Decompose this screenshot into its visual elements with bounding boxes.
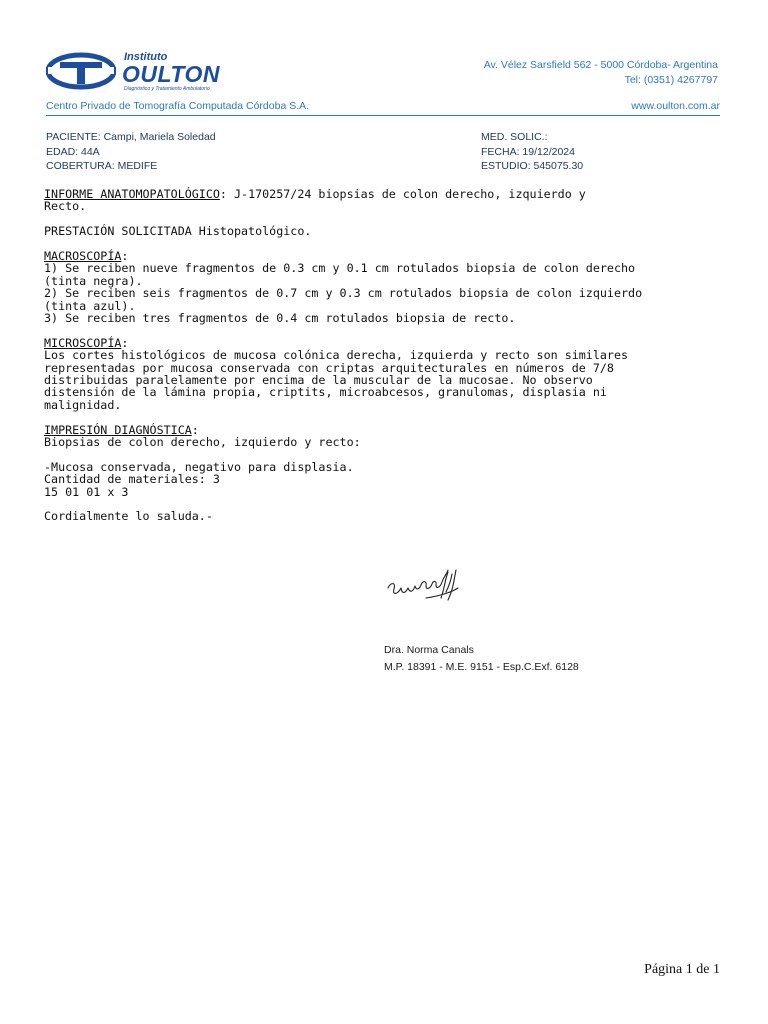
result-line: 15 01 01 x 3: [44, 484, 129, 499]
handwritten-signature: [378, 552, 488, 622]
header-divider: [46, 115, 720, 116]
study-info: [481, 130, 583, 174]
microscopy-heading: MICROSCOPÍA:: [44, 335, 129, 350]
macroscopy-line: 1) Se reciben nueve fragmentos de 0.3 cm y 0.1 cm rotulados biopsia de colon derecho: [44, 261, 636, 276]
result-line: -Mucosa conservada, negativo para displasia.: [44, 459, 354, 474]
patient-info: [46, 130, 216, 174]
report-title-text: : J-170257/24 biopsias de colon derecho, izquierdo y: [219, 187, 586, 201]
diagnosis-line: Biopsias de colon derecho, izquierdo y recto:: [44, 435, 361, 450]
study-number: ESTUDIO: 545075.30: [481, 160, 584, 172]
signer-credentials: M.P. 18391 - M.E. 9151 - Esp.C.Exf. 6128: [384, 661, 579, 673]
report-title-continuation: Recto.: [44, 199, 87, 214]
signer-block: [384, 642, 579, 676]
result-line: Cantidad de materiales: 3: [44, 472, 220, 487]
institute-logo: [46, 46, 230, 96]
microscopy-line: Los cortes histológicos de mucosa colónica derecha, izquierda y recto son similares: [44, 348, 629, 363]
study-date: FECHA: 19/12/2024: [481, 145, 575, 158]
logo-name: OULTON: [122, 61, 220, 87]
report-body: [44, 188, 724, 523]
microscopy-line: representadas por mucosa conservada con criptas arquitecturales en números de 7/8: [44, 360, 614, 375]
requested-service: PRESTACIÓN SOLICITADA Histopatológico.: [44, 224, 312, 239]
oulton-logo-icon: [46, 52, 116, 90]
patient-coverage: COBERTURA: MEDIFE: [46, 160, 158, 172]
logo-tagline: Diagnóstico y Tratamiento Ambulatorio: [124, 86, 210, 92]
institute-address: Av. Vélez Sarsfield 562 - 5000 Córdoba- Argentina: [483, 59, 718, 71]
diagnosis-heading: IMPRESIÓN DIAGNÓSTICA:: [44, 422, 199, 437]
center-name: Centro Privado de Tomografía Computada Córdoba S.A.: [46, 100, 310, 112]
signer-name: Dra. Norma Canals: [384, 644, 474, 656]
macroscopy-line: 3) Se reciben tres fragmentos de 0.4 cm rotulados biopsia de recto.: [44, 311, 516, 326]
macroscopy-heading: MACROSCOPÍA:: [44, 249, 129, 263]
microscopy-line: malignidad.: [44, 397, 122, 412]
institute-phone: Tel: (0351) 4267797: [624, 74, 718, 86]
page-number: Página 1 de 1: [644, 962, 720, 977]
website-link: www.oulton.com.ar: [631, 100, 720, 112]
report-title: [44, 188, 724, 200]
requesting-doctor: MED. SOLIC.:: [481, 131, 548, 143]
patient-age: EDAD: 44A: [46, 145, 100, 158]
macroscopy-line: (tinta negra).: [44, 273, 143, 288]
microscopy-line: distensión de la lámina propia, criptits, microabcesos, granulomas, displasia ni: [44, 385, 607, 400]
microscopy-line: distribuidas paralelamente por encima de la muscular de la mucosae. No observo: [44, 373, 593, 388]
report-title-label: INFORME ANATOMOPATOLÓGICO: [44, 187, 220, 201]
logo-small-text: Instituto: [124, 51, 168, 63]
macroscopy-line: 2) Se reciben seis fragmentos de 0.7 cm y 0.3 cm rotulados biopsia de colon izquierdo: [44, 286, 643, 301]
patient-name: PACIENTE: Campi, Mariela Soledad: [46, 131, 216, 143]
closing-text: Cordialmente lo saluda.-: [44, 509, 213, 524]
macroscopy-line: (tinta azul).: [44, 298, 136, 313]
